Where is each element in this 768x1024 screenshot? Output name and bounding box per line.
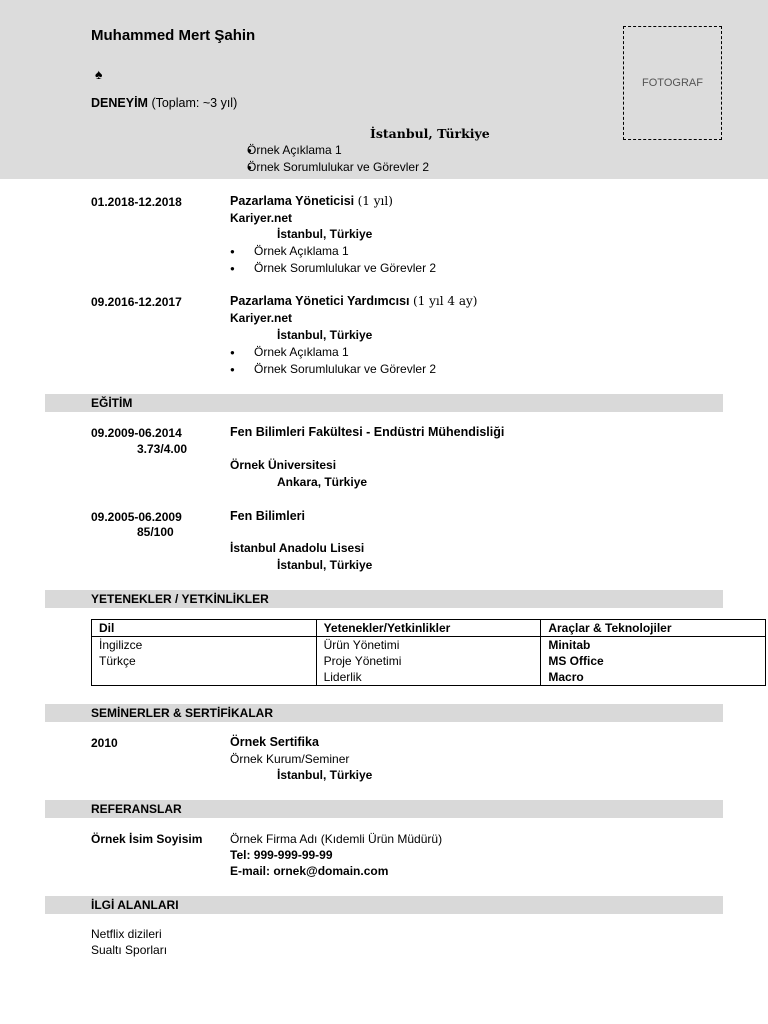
list-item: ● Örnek Sorumlulukar ve Görevler 2: [247, 159, 429, 176]
school-city: İstanbul, Türkiye: [277, 558, 373, 572]
job-city: İstanbul, Türkiye: [277, 227, 373, 241]
job-title-text: Pazarlama Yönetici Yardımcısı: [230, 294, 410, 308]
table-header-row: [92, 620, 766, 637]
tools-cell: [541, 637, 766, 686]
phone-icon: ♠: [95, 66, 103, 82]
section-title: SEMİNERLER & SERTİFİKALAR: [91, 706, 274, 720]
photo-placeholder[interactable]: [623, 26, 722, 140]
job-bullets: [230, 344, 436, 378]
reference-phone: Tel: 999-999-99-99: [230, 848, 333, 862]
list-item: ● Örnek Sorumlulukar ve Görevler 2: [230, 260, 436, 277]
table-header: Dil: [92, 620, 317, 637]
job-title: [230, 294, 477, 308]
list-item: ● Örnek Açıklama 1: [247, 142, 429, 159]
school-city: Ankara, Türkiye: [277, 475, 368, 489]
section-title: YETENEKLER / YETKİNLİKLER: [91, 592, 269, 606]
experience-label: DENEYİM: [91, 96, 148, 110]
tool: Macro: [548, 670, 584, 684]
experience-total: (Toplam: ~3 yıl): [151, 96, 238, 110]
experience-date: 09.2016-12.2017: [91, 295, 182, 309]
certificate-title: Örnek Sertifika: [230, 735, 319, 749]
education-grade: 85/100: [137, 525, 174, 539]
language-cell: [92, 637, 317, 686]
list-item: ● Örnek Sorumlulukar ve Görevler 2: [230, 361, 436, 378]
reference-company: Örnek Firma Adı (Kıdemli Ürün Müdürü): [230, 832, 443, 846]
seminar-year: 2010: [91, 736, 118, 750]
job-title: [230, 194, 393, 208]
section-skills: [45, 590, 723, 608]
section-seminars: [45, 704, 723, 722]
seminar-city: İstanbul, Türkiye: [277, 768, 373, 782]
tool: Minitab: [548, 638, 591, 652]
education-title: Fen Bilimleri Fakültesi - Endüstri Mühendisliği: [230, 425, 505, 439]
reference-name: Örnek İsim Soyisim: [91, 832, 203, 846]
company: Kariyer.net: [230, 211, 293, 225]
job-title-text: Pazarlama Yöneticisi: [230, 194, 355, 208]
skill: Proje Yönetimi: [323, 654, 402, 668]
school-name: Örnek Üniversitesi: [230, 458, 337, 472]
language: İngilizce: [99, 638, 143, 652]
photo-label: FOTOGRAF: [642, 77, 703, 89]
job-duration: (1 yıl 4 ay): [412, 294, 478, 308]
school-name: İstanbul Anadolu Lisesi: [230, 541, 365, 555]
language: Türkçe: [99, 654, 136, 668]
education-title: Fen Bilimleri: [230, 509, 306, 523]
education-grade: 3.73/4.00: [137, 442, 188, 456]
education-date: 09.2009-06.2014: [91, 426, 182, 440]
skill: Liderlik: [323, 670, 362, 684]
table-header: Araçlar & Teknolojiler: [541, 620, 766, 637]
interest-item: Netflix dizileri: [91, 927, 162, 941]
interest-item: Sualtı Sporları: [91, 943, 168, 957]
job-city: İstanbul, Türkiye: [277, 328, 373, 342]
top-bullets: [247, 142, 429, 176]
list-item: ● Örnek Açıklama 1: [230, 344, 436, 361]
experience-date: 01.2018-12.2018: [91, 195, 182, 209]
job-bullets: [230, 243, 436, 277]
company: Kariyer.net: [230, 311, 293, 325]
list-item: ● Örnek Açıklama 1: [230, 243, 436, 260]
section-education: [45, 394, 723, 412]
reference-email[interactable]: E-mail: ornek@domain.com: [230, 864, 389, 878]
table-row: [92, 637, 766, 686]
section-title: EĞİTİM: [91, 396, 133, 410]
skills-cell: [316, 637, 541, 686]
job-duration: (1 yıl): [357, 194, 393, 208]
skills-table: [91, 619, 766, 686]
section-title: REFERANSLAR: [91, 802, 182, 816]
experience-heading: [91, 96, 237, 110]
candidate-name: Muhammed Mert Şahin: [91, 27, 256, 44]
top-city: İstanbul, Türkiye: [370, 126, 490, 141]
seminar-institution: Örnek Kurum/Seminer: [230, 752, 350, 766]
education-date: 09.2005-06.2009: [91, 510, 182, 524]
skill: Ürün Yönetimi: [323, 638, 400, 652]
section-title: İLGİ ALANLARI: [91, 898, 179, 912]
section-interests: [45, 896, 723, 914]
table-header: Yetenekler/Yetkinlikler: [316, 620, 541, 637]
section-references: [45, 800, 723, 818]
tool: MS Office: [548, 654, 604, 668]
